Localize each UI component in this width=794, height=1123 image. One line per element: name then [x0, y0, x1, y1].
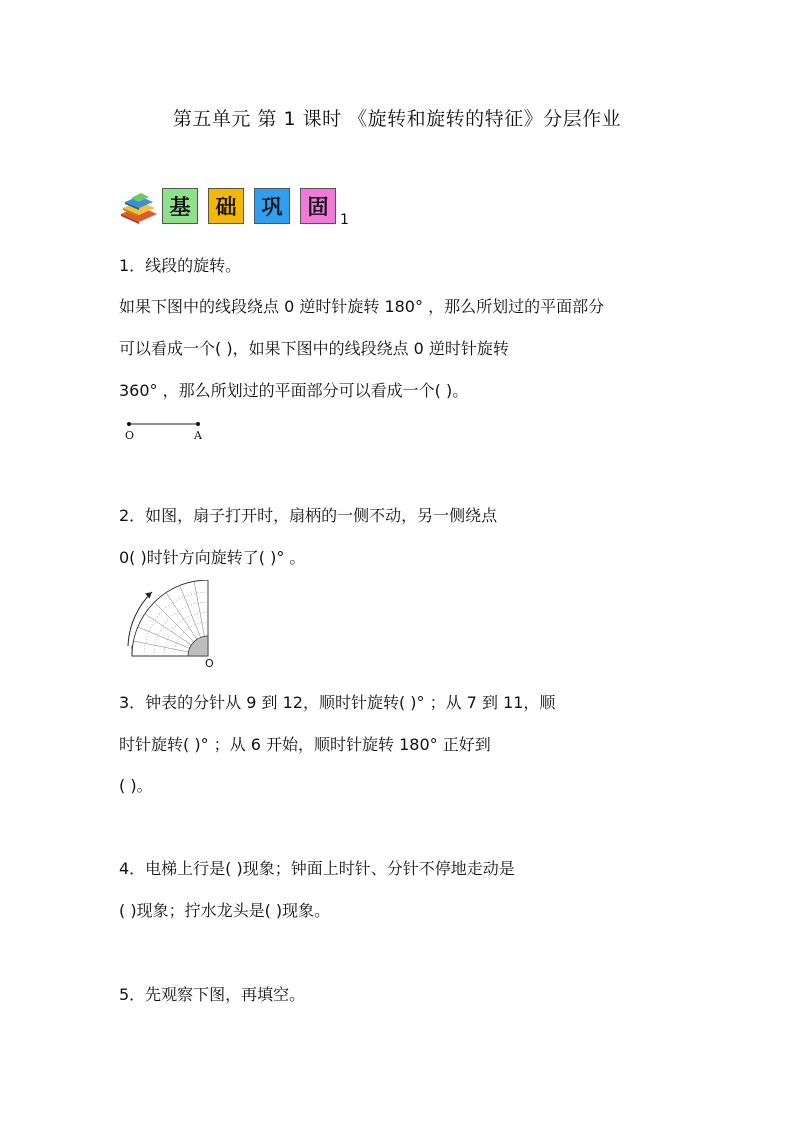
label-o: O	[125, 429, 135, 442]
point-o	[127, 422, 131, 426]
badge-tile-ji: 基	[162, 188, 198, 224]
q1-line-2: 可以看成一个( )，如果下图中的线段绕点 0 逆时针旋转	[119, 339, 509, 358]
badge-tile-gong: 巩	[254, 188, 290, 224]
badge-tile-chu: 础	[208, 188, 244, 224]
q1-heading: 1．线段的旋转。	[119, 256, 242, 275]
q2-line-2: 0( )时针方向旋转了( )° 。	[119, 548, 306, 567]
q4-line-1: 4．电梯上行是( )现象；钟面上时针、分针不停地走动是	[119, 859, 515, 878]
segment-oa-figure	[119, 416, 239, 446]
point-a	[196, 422, 200, 426]
section-badge-basic	[119, 186, 359, 230]
q3-line-1: 3．钟表的分针从 9 到 12，顺时针旋转( )° ；从 7 到 11，顺	[119, 693, 556, 712]
q1-line-3: 360° ，那么所划过的平面部分可以看成一个( )。	[119, 381, 469, 400]
q4-line-2: ( )现象；拧水龙头是( )现象。	[119, 901, 331, 920]
q2-line-1: 2．如图，扇子打开时，扇柄的一侧不动，另一侧绕点	[119, 506, 498, 525]
books-icon	[119, 192, 159, 224]
q3-line-3: ( )。	[119, 776, 153, 795]
q3-line-2: 时针旋转( )° ；从 6 开始，顺时针旋转 180° 正好到	[119, 735, 491, 754]
page-title: 第五单元 第 1 课时 《旋转和旋转的特征》分层作业	[172, 108, 622, 130]
rotation-arrowhead	[145, 592, 152, 599]
badge-tile-gu: 固	[300, 188, 336, 224]
fan-figure	[122, 580, 222, 668]
q5-line-1: 5．先观察下图，再填空。	[119, 985, 306, 1004]
q1-line-1: 如果下图中的线段绕点 0 逆时针旋转 180° ，那么所划过的平面部分	[119, 297, 605, 316]
fan-label-o: O	[205, 657, 214, 668]
label-a: A	[194, 429, 202, 442]
badge-subscript: 1	[340, 212, 349, 228]
